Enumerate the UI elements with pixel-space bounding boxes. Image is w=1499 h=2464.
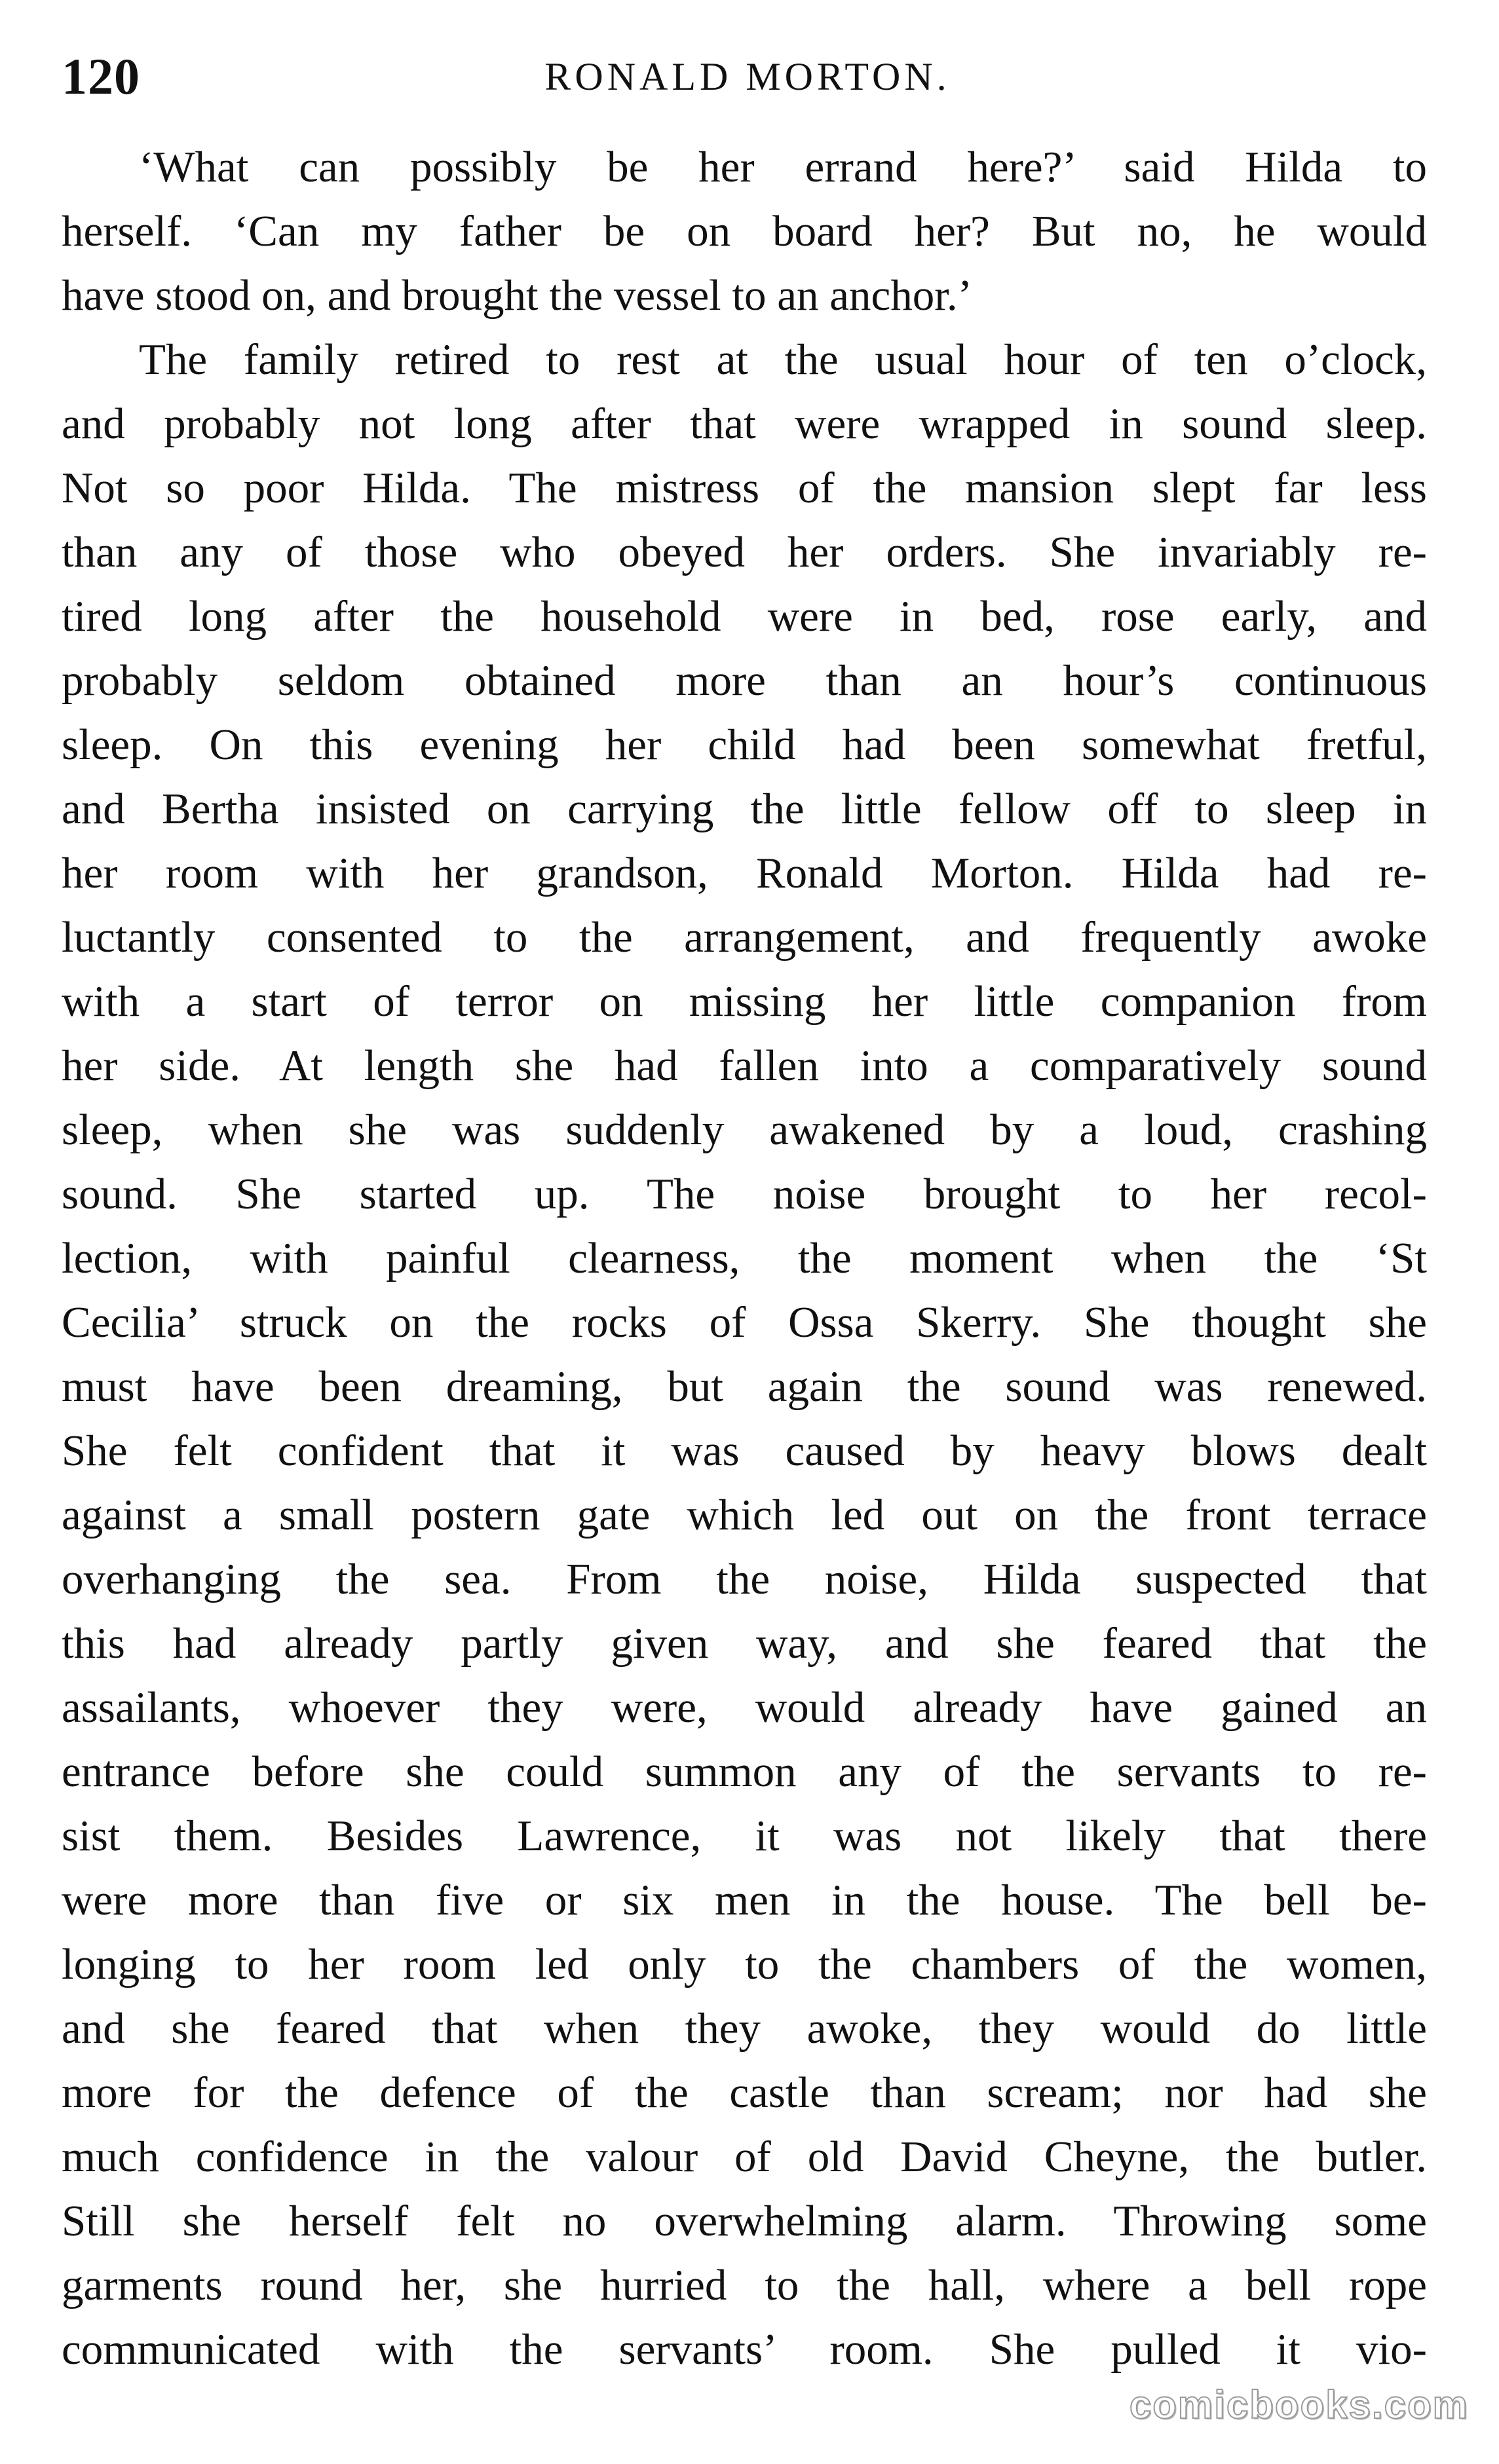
text-line: than any of those who obeyed her orders. She invariably re- [62, 528, 1427, 576]
text-line: her side. At length she had fallen into a comparatively sound [62, 1041, 1427, 1090]
text-line: and probably not long after that were wrapped in sound sleep. [62, 400, 1427, 448]
text-line: were more than five or six men in the house. The bell be- [62, 1876, 1427, 1924]
text-line: sist them. Besides Lawrence, it was not likely that there [62, 1812, 1427, 1860]
running-head [62, 41, 1433, 113]
watermark: comicbooks.com [1129, 2383, 1469, 2427]
text-line: her room with her grandson, Ronald Morton. Hilda had re- [62, 849, 1427, 897]
text-line: probably seldom obtained more than an hour’s continuous [62, 656, 1427, 705]
text-line: ‘What can possibly be her errand here?’ said Hilda to [139, 143, 1427, 191]
text-line: entrance before she could summon any of the servants to re- [62, 1747, 1427, 1796]
text-line: overhanging the sea. From the noise, Hilda suspected that [62, 1555, 1427, 1603]
text-line: sound. She started up. The noise brought to her recol- [62, 1170, 1427, 1218]
text-line: much confidence in the valour of old David Cheyne, the butler. [62, 2133, 1427, 2181]
text-line: lection, with painful clearness, the moment when the ‘St [62, 1234, 1427, 1282]
text-line: against a small postern gate which led out on the front terrace [62, 1491, 1427, 1539]
text-line: more for the defence of the castle than scream; nor had she [62, 2068, 1427, 2117]
text-line: with a start of terror on missing her little companion from [62, 977, 1427, 1026]
text-line: communicated with the servants’ room. She pulled it vio- [62, 2325, 1427, 2374]
text-line: longing to her room led only to the chambers of the women, [62, 1940, 1427, 1988]
running-title: RONALD MORTON. [544, 55, 951, 98]
text-line: sleep, when she was suddenly awakened by a loud, crashing [62, 1106, 1427, 1154]
text-line: and Bertha insisted on carrying the little fellow off to sleep in [62, 785, 1427, 833]
page-number: 120 [62, 48, 140, 105]
text-line: Still she herself felt no overwhelming alarm. Throwing some [62, 2197, 1427, 2245]
text-line: must have been dreaming, but again the sound was renewed. [62, 1362, 1427, 1411]
text-line: assailants, whoever they were, would already have gained an [62, 1683, 1427, 1732]
text-line: The family retired to rest at the usual hour of ten o’clock, [139, 335, 1427, 384]
text-line: She felt confident that it was caused by heavy blows dealt [62, 1427, 1427, 1475]
text-line: Cecilia’ struck on the rocks of Ossa Skerry. She thought she [62, 1298, 1427, 1347]
text-line: this had already partly given way, and she feared that the [62, 1619, 1427, 1668]
text-line: herself. ‘Can my father be on board her? But no, he would [62, 207, 1427, 255]
body-text [62, 135, 1427, 2381]
text-line: tired long after the household were in bed, rose early, and [62, 592, 1427, 641]
text-line: sleep. On this evening her child had been somewhat fretful, [62, 720, 1427, 769]
text-line: garments round her, she hurried to the hall, where a bell rope [62, 2261, 1427, 2309]
text-line: Not so poor Hilda. The mistress of the mansion slept far less [62, 464, 1427, 512]
text-line: luctantly consented to the arrangement, and frequently awoke [62, 913, 1427, 961]
text-line: and she feared that when they awoke, they would do little [62, 2004, 1427, 2053]
text-line: have stood on, and brought the vessel to an anchor.’ [62, 271, 972, 320]
